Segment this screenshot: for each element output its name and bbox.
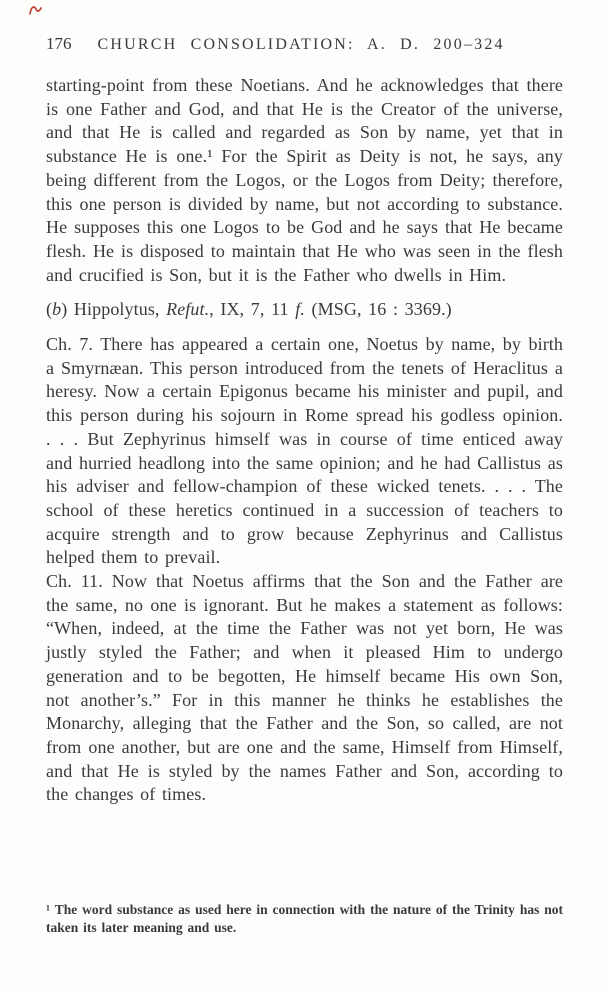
citation-author: ) Hippolytus, [61,299,167,320]
citation-line [46,298,563,322]
footnote-text: ¹ The word substance as used here in connection with the nature of the Trinity has not taken its later meaning and use. [46,902,563,935]
page-body [46,74,563,807]
citation-f-abbrev: f. [295,299,305,320]
page-header [46,34,563,54]
citation-work-title: Refut. [166,299,210,320]
running-title: CHURCH CONSOLIDATION: A. D. 200–324 [97,36,505,53]
citation-source: (MSG, 16 : 3369.) [304,299,452,320]
citation-reference: , IX, 7, 11 [209,299,296,320]
footnote [46,901,563,936]
citation-letter: b [52,299,62,320]
citation-open-paren: ( [46,299,53,320]
red-pen-mark [28,3,46,17]
red-pen-mark-stroke [30,7,41,14]
paragraph-continuation: starting-point from these Noetians. And he acknowledges that there is one Father and God, and that He is the Creator of the universe, and that He is called and regarded as Son by name, yet that in substance He is one.¹ For the Spirit as Deity is not, he says, any being different from the Logos, or the Logos from Deity; therefore, this one person is divided by name, but not according to substance. He supposes this one Logos to be God and he says that He became flesh. He is disposed to maintain that He who was seen in the flesh and crucified is Son, but it is the Father who dwells in Him. [46,75,563,285]
paragraph-ch11: Ch. 11. Now that Noetus affirms that the Son and the Father are the same, no one is ignorant. But he makes a statement as follows: “When, indeed, at the time the Father was not yet born, He was justly styled the Father; and when it pleased Him to undergo generation and to be begotten, He himself became His own Son, not another’s.” For in this manner he thinks he establishes the Monarchy, alleging that the Father and the Son, so called, are not from one another, but are one and the same, Himself from Himself, and that He is styled by the names Father and Son, according to the changes of times. [46,571,563,805]
paragraph-ch7: Ch. 7. There has appeared a certain one, Noetus by name, by birth a Smyrnæan. This person introduced from the tenets of Heraclitus a heresy. Now a certain Epigonus became his minister and pupil, and this person during his sojourn in Rome spread his godless opinion. . . . But Zephyrinus himself was in course of time enticed away and hurried headlong into the same opinion; and he had Callistus as his adviser and fellow-champion of these wicked tenets. . . . The school of these heretics continued in a succession of teachers to acquire strength and to grow because Zephyrinus and Callistus helped them to prevail. [46,334,563,568]
page-number: 176 [46,34,72,53]
